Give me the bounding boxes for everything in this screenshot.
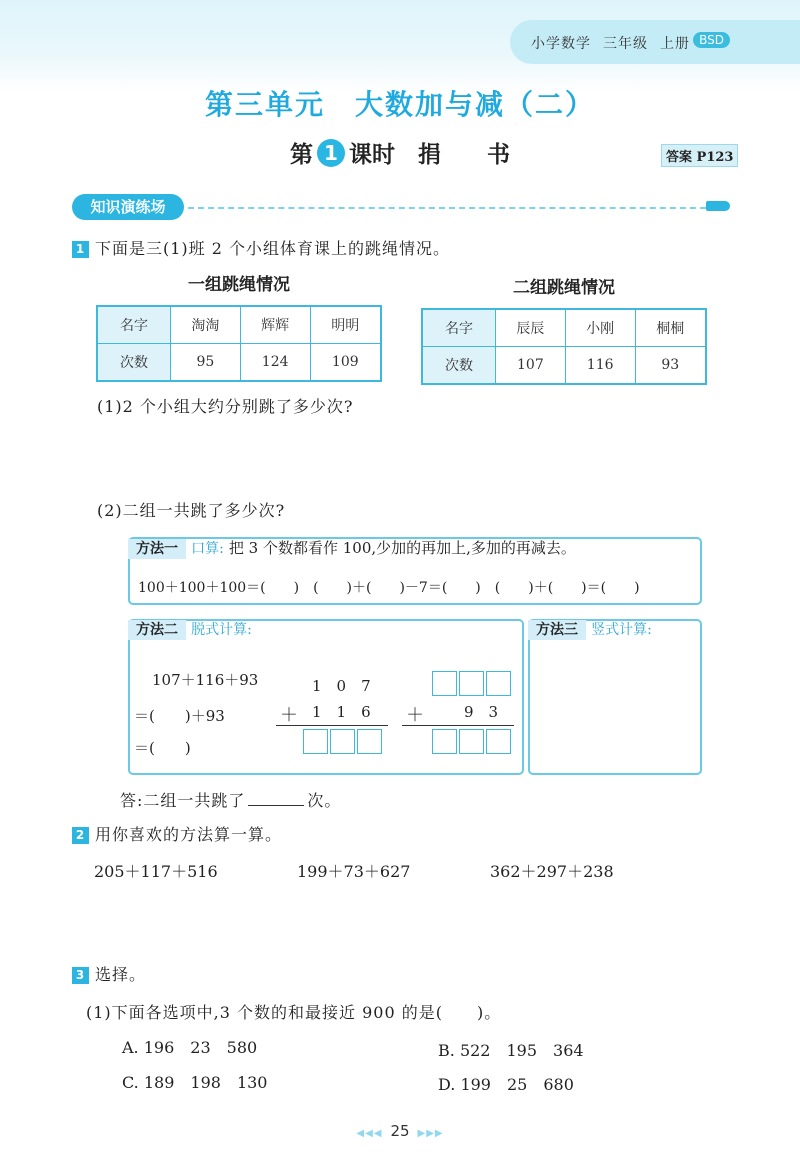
header-grade: 三年级 bbox=[603, 36, 648, 52]
q1-answer-blank[interactable] bbox=[248, 789, 304, 806]
vertical2-top-boxes bbox=[432, 671, 513, 700]
answer-box[interactable] bbox=[303, 729, 328, 754]
table-cell: 桐桐 bbox=[635, 309, 706, 347]
lesson-name: 课时 捐 书 bbox=[349, 142, 510, 168]
vertical2-plus: ＋ bbox=[406, 705, 424, 726]
q1-answer-line bbox=[120, 788, 341, 811]
arrows-left-icon: ◀◀◀ bbox=[356, 1128, 383, 1139]
table-cell: 辰辰 bbox=[496, 309, 566, 347]
answer-box[interactable] bbox=[432, 671, 457, 696]
q2-prompt bbox=[72, 822, 282, 845]
method2-label: 方法二 bbox=[128, 620, 186, 640]
q1-answer-suffix: 次。 bbox=[307, 791, 342, 810]
answer-page: P123 bbox=[696, 150, 734, 165]
q3-text: 选择。 bbox=[95, 965, 147, 984]
table-cell: 109 bbox=[310, 344, 381, 382]
header-info bbox=[519, 33, 690, 53]
table2-title: 二组跳绳情况 bbox=[513, 278, 615, 298]
method2-box bbox=[128, 619, 524, 775]
table-cell: 名字 bbox=[422, 309, 496, 347]
table-cell: 次数 bbox=[422, 347, 496, 385]
q1-number: 1 bbox=[72, 241, 89, 258]
unit-title: 第三单元 大数加与减（二） bbox=[204, 88, 595, 121]
q3-number: 3 bbox=[72, 967, 89, 984]
method1-hint: 口算: bbox=[191, 541, 224, 557]
option-values: 189 198 130 bbox=[143, 1073, 268, 1092]
answer-box[interactable] bbox=[459, 729, 484, 754]
section-divider bbox=[188, 207, 706, 209]
method3-label: 方法三 bbox=[528, 620, 586, 640]
vertical1-plus: ＋ bbox=[280, 705, 298, 726]
vertical1-answer-boxes bbox=[303, 729, 384, 758]
q2-number: 2 bbox=[72, 827, 89, 844]
q2-expression-2: 199＋73＋627 bbox=[297, 862, 411, 881]
q1-sub2: (2)二组一共跳了多少次? bbox=[97, 501, 286, 520]
table2 bbox=[421, 308, 707, 385]
option-c[interactable] bbox=[122, 1070, 267, 1093]
q1-prompt bbox=[72, 236, 450, 259]
option-b[interactable] bbox=[438, 1038, 584, 1061]
method3-hint: 竖式计算: bbox=[591, 622, 652, 638]
method3-box bbox=[528, 619, 702, 775]
vertical2-answer-boxes bbox=[432, 729, 513, 758]
lesson-number: 1 bbox=[317, 139, 345, 167]
table-cell: 93 bbox=[635, 347, 706, 385]
q2-expression-3: 362＋297＋238 bbox=[490, 862, 614, 881]
q2-expression-1: 205＋117＋516 bbox=[94, 862, 218, 881]
page-footer bbox=[0, 1122, 800, 1140]
arrows-right-icon: ▶▶▶ bbox=[417, 1128, 444, 1139]
method2-step3: ＝( ) bbox=[134, 739, 191, 757]
table-cell: 明明 bbox=[310, 306, 381, 344]
vertical1-line bbox=[276, 725, 388, 726]
option-label: A. bbox=[122, 1038, 139, 1057]
option-label: D. bbox=[438, 1075, 456, 1094]
vertical1-bottom: 1 1 6 bbox=[312, 703, 371, 721]
option-values: 199 25 680 bbox=[460, 1075, 574, 1094]
q3-prompt bbox=[72, 962, 146, 985]
table-cell: 次数 bbox=[97, 344, 171, 382]
table-row bbox=[97, 306, 381, 344]
pen-icon bbox=[706, 201, 730, 211]
answer-box[interactable] bbox=[357, 729, 382, 754]
method1-desc: 把 3 个数都看作 100,少加的再加上,多加的再减去。 bbox=[228, 539, 576, 557]
table-cell: 辉辉 bbox=[240, 306, 310, 344]
table1 bbox=[96, 305, 382, 382]
table-row bbox=[422, 347, 706, 385]
method2-header bbox=[128, 619, 252, 639]
table-cell: 116 bbox=[565, 347, 635, 385]
table-row bbox=[97, 344, 381, 382]
answer-box[interactable] bbox=[486, 729, 511, 754]
method1-label: 方法一 bbox=[128, 539, 186, 559]
method3-header bbox=[528, 619, 652, 639]
table-cell: 107 bbox=[496, 347, 566, 385]
method1-header bbox=[128, 537, 576, 558]
option-label: B. bbox=[438, 1041, 455, 1060]
answer-label: 答案 bbox=[666, 150, 693, 165]
option-values: 196 23 580 bbox=[143, 1038, 258, 1057]
answer-box[interactable] bbox=[459, 671, 484, 696]
table-cell: 淘淘 bbox=[171, 306, 241, 344]
lesson-prefix: 第 bbox=[290, 142, 313, 168]
option-d[interactable] bbox=[438, 1072, 574, 1095]
q1-answer-prefix: 答:二组一共跳了 bbox=[120, 791, 246, 810]
section-label: 知识演练场 bbox=[72, 194, 184, 220]
answer-box[interactable] bbox=[486, 671, 511, 696]
option-values: 522 195 364 bbox=[459, 1041, 584, 1060]
header-subject: 小学数学 bbox=[531, 36, 591, 52]
method2-hint: 脱式计算: bbox=[191, 622, 252, 638]
table-cell: 小刚 bbox=[565, 309, 635, 347]
q1-text: 下面是三(1)班 2 个小组体育课上的跳绳情况。 bbox=[95, 239, 451, 258]
table1-title: 一组跳绳情况 bbox=[188, 275, 290, 295]
page-number: 25 bbox=[390, 1122, 410, 1140]
method1-box bbox=[128, 537, 702, 605]
option-a[interactable] bbox=[122, 1035, 257, 1058]
answer-box[interactable] bbox=[432, 729, 457, 754]
vertical2-bottom: 9 3 bbox=[464, 703, 499, 721]
table-row bbox=[422, 309, 706, 347]
q1-sub1: (1)2 个小组大约分别跳了多少次? bbox=[97, 397, 354, 416]
table-cell: 95 bbox=[171, 344, 241, 382]
method2-step2: ＝( )＋93 bbox=[134, 707, 225, 725]
method1-expression: 100＋100＋100＝( ) ( )＋( )－7＝( ) ( )＋( )＝( ) bbox=[138, 580, 640, 596]
answer-box[interactable] bbox=[330, 729, 355, 754]
q2-text: 用你喜欢的方法算一算。 bbox=[95, 825, 283, 844]
vertical2-line bbox=[402, 725, 514, 726]
option-label: C. bbox=[122, 1073, 139, 1092]
edition-badge: BSD bbox=[693, 32, 730, 48]
table-cell: 124 bbox=[240, 344, 310, 382]
method2-step1: 107＋116＋93 bbox=[152, 671, 259, 689]
header-volume: 上册 bbox=[660, 36, 690, 52]
q3-sub1: (1)下面各选项中,3 个数的和最接近 900 的是( )。 bbox=[86, 1003, 502, 1022]
answer-reference bbox=[661, 144, 738, 167]
vertical1-top: 1 0 7 bbox=[312, 677, 371, 695]
table-cell: 名字 bbox=[97, 306, 171, 344]
